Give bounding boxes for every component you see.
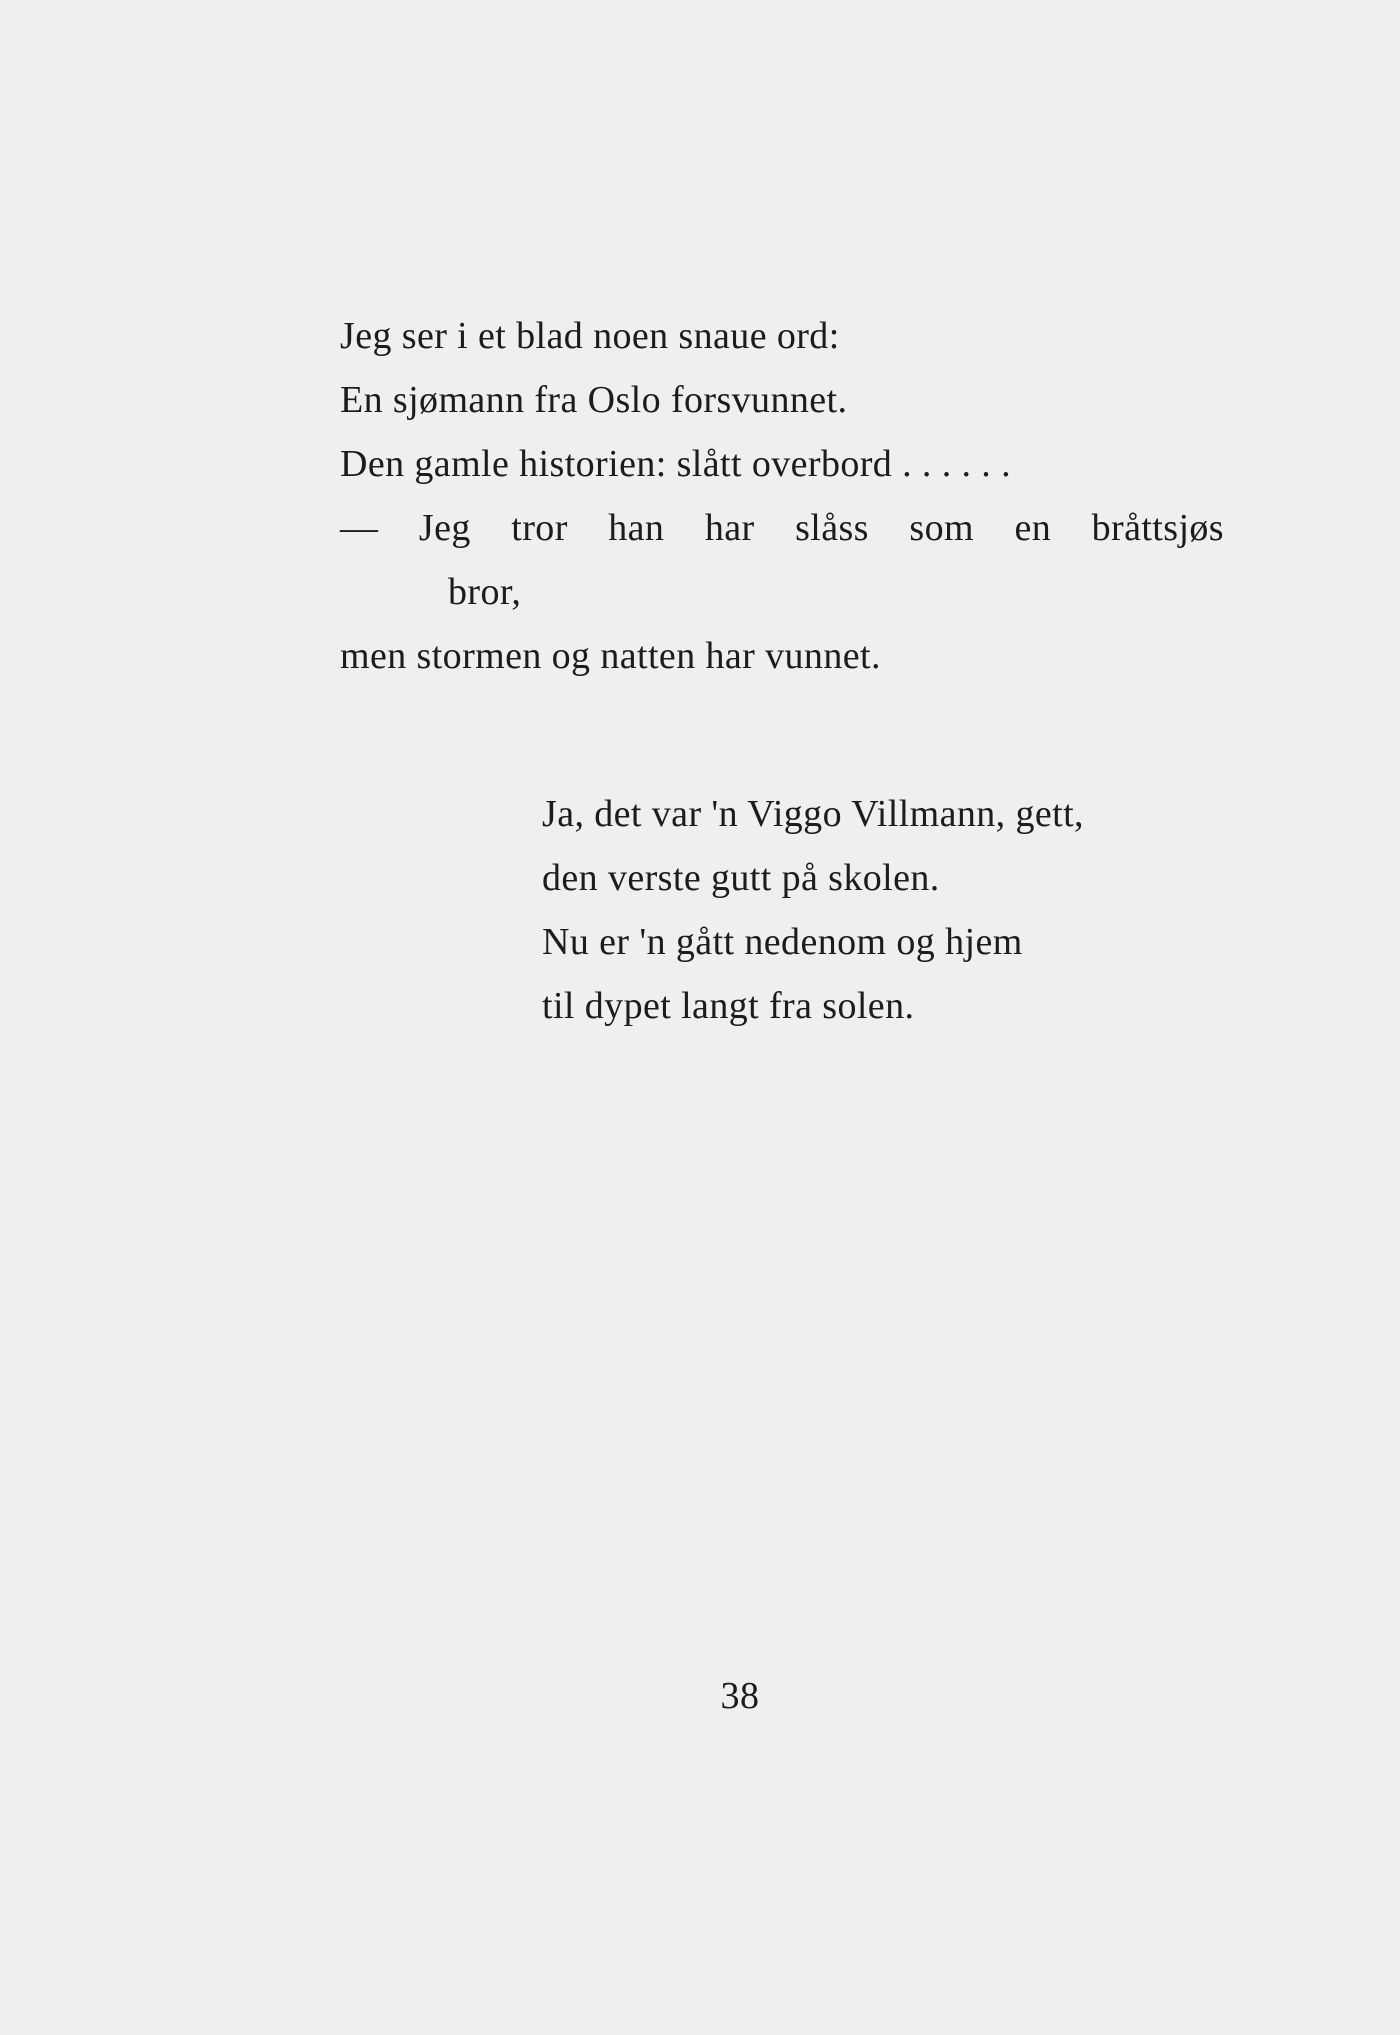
poem-stanza-2 xyxy=(542,782,1262,1038)
poem-line: Den gamle historien: slått overbord . . . . . . xyxy=(340,443,1011,485)
poem-line: men stormen og natten har vunnet. xyxy=(340,635,881,677)
poem-line-continuation: bror, xyxy=(448,571,522,613)
poem-line: Nu er 'n gått nedenom og hjem xyxy=(542,921,1023,963)
poem-line: Jeg ser i et blad noen snaue ord: xyxy=(340,315,840,357)
poem-line: — Jeg tror han har slåss som en bråttsjøs xyxy=(340,507,1224,549)
poem-line: Ja, det var 'n Viggo Villmann, gett, xyxy=(542,793,1084,835)
poem-line: En sjømann fra Oslo forsvunnet. xyxy=(340,379,848,421)
poem-line: den verste gutt på skolen. xyxy=(542,857,940,899)
poem-stanza-1 xyxy=(340,304,1240,688)
poem-line: til dypet langt fra solen. xyxy=(542,985,915,1027)
page-number: 38 xyxy=(720,1675,760,1717)
